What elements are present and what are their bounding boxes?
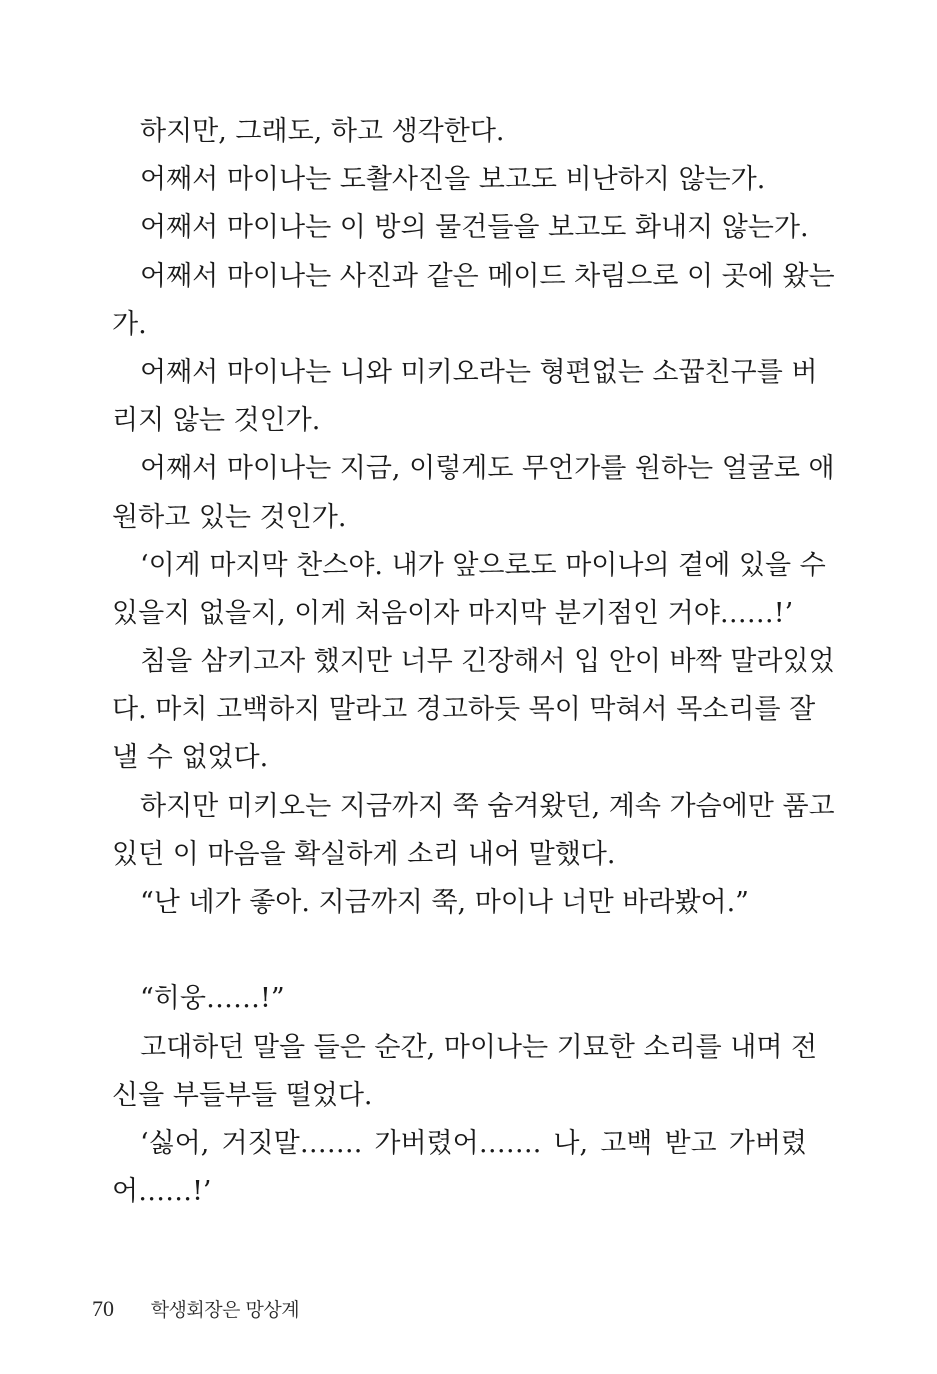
- text-line: 침을 삼키고자 했지만 너무 긴장해서 입 안이 바짝 말라있었: [140, 646, 835, 678]
- text-line: “난 네가 좋아. 지금까지 쭉, 마이나 너만 바라봤어.”: [140, 887, 749, 918]
- text-line: 어째서 마이나는 사진과 같은 메이드 차림으로 이 곳에 왔는: [140, 260, 835, 292]
- page-body: [112, 108, 835, 1216]
- text-line: 신을 부들부들 떨었다.: [112, 1079, 373, 1111]
- text-line: 원하고 있는 것인가.: [112, 501, 347, 533]
- page-number: 70: [92, 1296, 114, 1321]
- text-line: 가.: [112, 308, 147, 340]
- text-line: 다. 마치 고백하지 말라고 경고하듯 목이 막혀서 목소리를 잘: [112, 694, 816, 726]
- text-line: 고대하던 말을 들은 순간, 마이나는 기묘한 소리를 내며 전: [140, 1031, 818, 1063]
- text-line: 어째서 마이나는 니와 미키오라는 형편없는 소꿉친구를 버: [140, 356, 818, 388]
- text-line: 어째서 마이나는 이 방의 물건들을 보고도 화내지 않는가.: [140, 212, 809, 244]
- text-line: 하지만, 그래도, 하고 생각한다.: [140, 116, 505, 147]
- text-line: ‘이게 마지막 찬스야. 내가 앞으로도 마이나의 곁에 있을 수: [140, 549, 826, 581]
- text-line: 있을지 없을지, 이게 처음이자 마지막 분기점인 거야……!’: [112, 597, 794, 629]
- text-line: ‘싫어, 거짓말……. 가버렸어……. 나, 고백 받고 가버렸: [140, 1127, 807, 1159]
- text-line: “히웅……!”: [140, 983, 285, 1015]
- page-footer: [92, 1292, 299, 1326]
- text-line: 어째서 마이나는 도촬사진을 보고도 비난하지 않는가.: [140, 164, 766, 196]
- text-line: 하지만 미키오는 지금까지 쭉 숨겨왔던, 계속 가슴에만 품고: [140, 790, 835, 822]
- text-line: 낼 수 없었다.: [112, 742, 269, 774]
- text-line: 어째서 마이나는 지금, 이렇게도 무언가를 원하는 얼굴로 애: [140, 453, 835, 485]
- text-line: 리지 않는 것인가.: [112, 405, 321, 437]
- text-line: 있던 이 마음을 확실하게 소리 내어 말했다.: [112, 838, 616, 870]
- blank-line: [112, 927, 807, 975]
- book-title: 학생회장은 망상계: [150, 1299, 300, 1321]
- text-line: 어……!’: [112, 1176, 212, 1208]
